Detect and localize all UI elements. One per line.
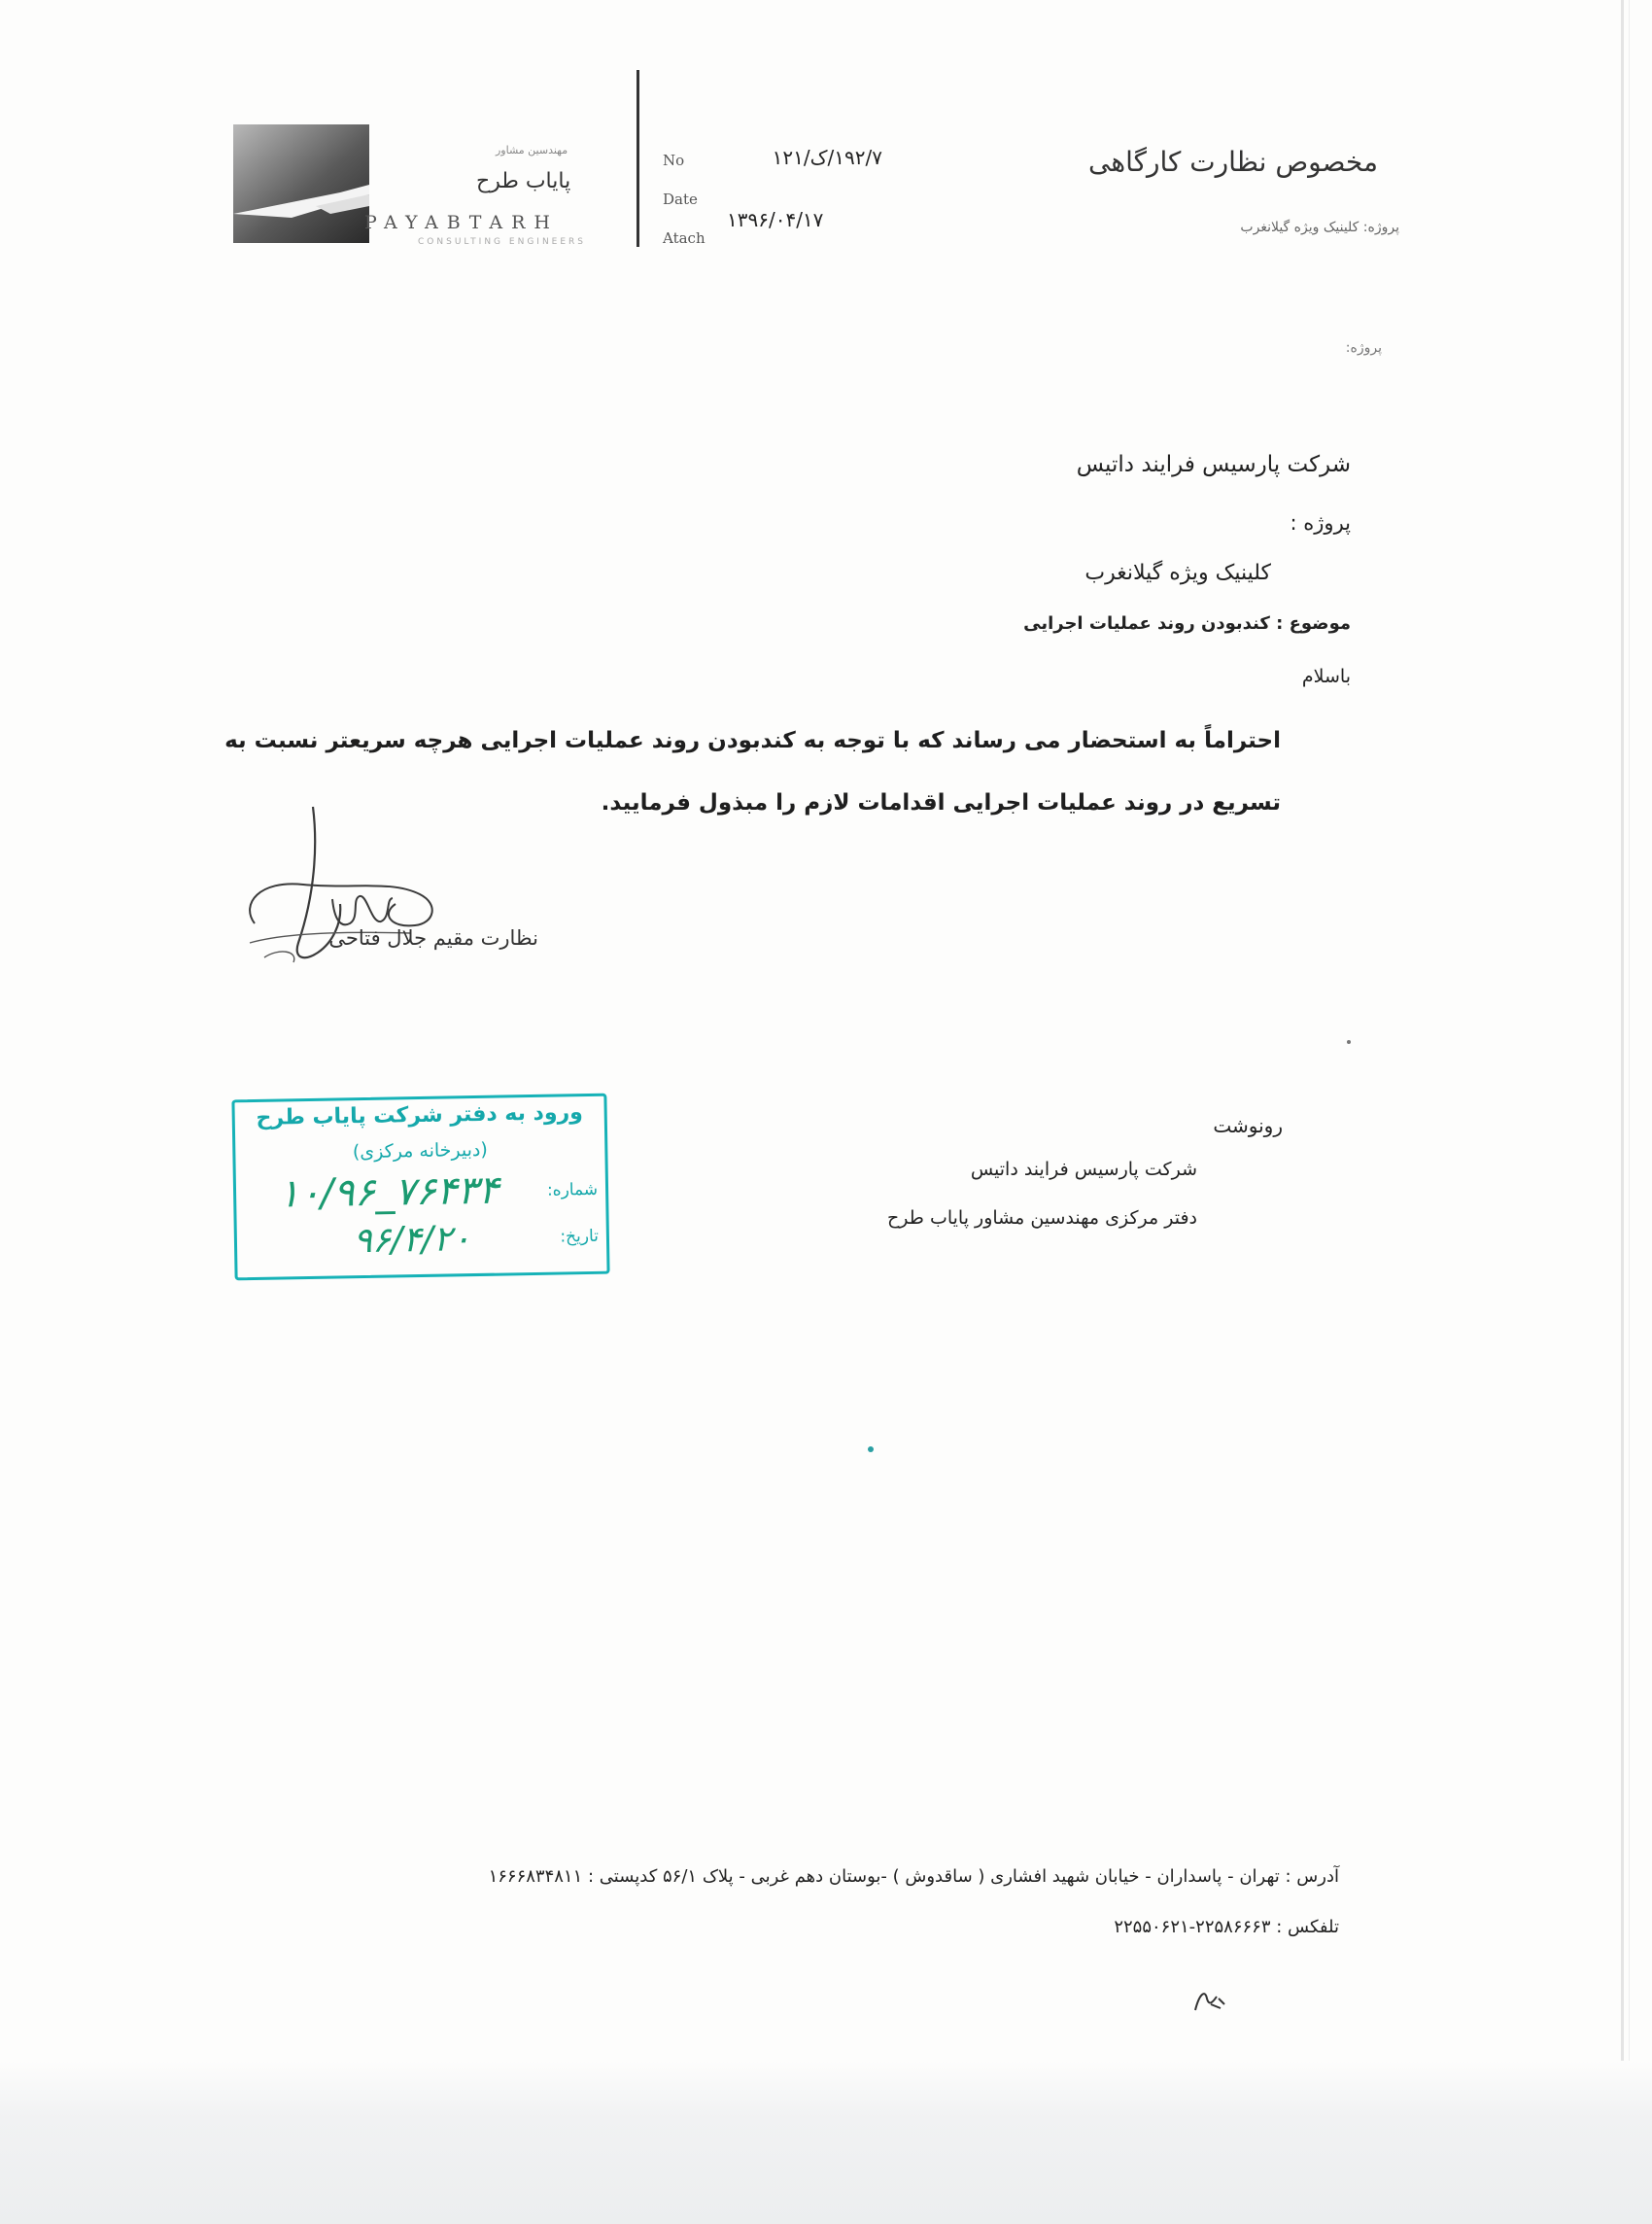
attach-label: Atach <box>663 229 706 247</box>
ink-dot <box>868 1446 874 1452</box>
logo-company-name-fa: پایاب طرح <box>476 169 571 193</box>
no-label: No <box>663 152 685 169</box>
scan-speck <box>1347 1040 1351 1044</box>
registration-stamp <box>231 1094 609 1281</box>
project-small-label: پروژه: <box>1345 340 1382 356</box>
logo-company-name-en: PAYABTARH <box>364 212 559 233</box>
page-edge-line <box>1629 0 1630 2224</box>
header-divider <box>637 70 639 247</box>
stamp-number: ۱۰/۹۶_۷۶۴۳۴ <box>278 1167 499 1217</box>
stamp-date-label: تاریخ: <box>560 1226 600 1247</box>
letter-date: ۱۳۹۶/۰۴/۱۷ <box>727 208 824 231</box>
cc-title: رونوشت <box>1213 1114 1283 1137</box>
cc-item: شرکت پارسیس فرایند داتیس <box>970 1159 1197 1180</box>
cc-item: دفتر مرکزی مهندسین مشاور پایاب طرح <box>887 1207 1197 1229</box>
footer-address: آدرس : تهران - پاسداران - خیابان شهید افشاری ( ساقدوش ) -بوستان دهم غربی - پلاک ۵۶/۱ کدپستی : ۱۶۶۶۸۳۴۸۱۱ <box>488 1866 1339 1887</box>
recipient: شرکت پارسیس فرایند داتیس <box>1076 452 1351 477</box>
stamp-date: ۹۶/۴/۲۰ <box>353 1219 471 1262</box>
company-logo <box>233 124 604 247</box>
page-edge-shadow <box>1621 0 1624 2224</box>
office-title: مخصوص نظارت کارگاهی <box>1088 146 1378 178</box>
subject-line: موضوع : کندبودن روند عملیات اجرایی <box>1023 613 1351 634</box>
greeting: باسلام <box>1301 666 1351 687</box>
logo-subtitle-en: CONSULTING ENGINEERS <box>418 237 587 247</box>
signature-label: نظارت مقیم جلال فتاحی <box>328 926 538 950</box>
logo-graphic-icon <box>233 124 369 243</box>
footer-fax: تلفکس : ۲۲۵۸۶۶۶۳-۲۲۵۵۰۶۲۱ <box>1114 1917 1339 1937</box>
stamp-title: ورود به دفتر شرکت پایاب طرح <box>256 1100 584 1130</box>
letter-number: ۱۹۲/۷/ک/۱۲۱ <box>772 146 882 169</box>
office-project: پروژه: کلینیک ویژه گیلانغرب <box>1240 220 1399 235</box>
date-label: Date <box>663 191 698 208</box>
initial-mark-icon <box>1191 1985 1230 2016</box>
project-name: کلینیک ویژه گیلانغرب <box>1084 561 1271 585</box>
stamp-number-label: شماره: <box>546 1179 599 1200</box>
body-paragraph: احتراماً به استحضار می رساند که با توجه به کندبودن روند عملیات اجرایی هرچه سریعتر نسبت به تسریع در روند عملیات اجرایی اقدامات لازم را مبذول فرمایید. <box>224 728 1281 816</box>
handwritten-signature-icon <box>225 787 488 982</box>
scan-bottom-shade <box>0 2061 1652 2224</box>
stamp-subtitle: (دبیرخانه مرکزی) <box>352 1138 488 1164</box>
project-label: پروژه : <box>1290 511 1351 535</box>
logo-tagline: مهندسین مشاور <box>496 144 568 156</box>
